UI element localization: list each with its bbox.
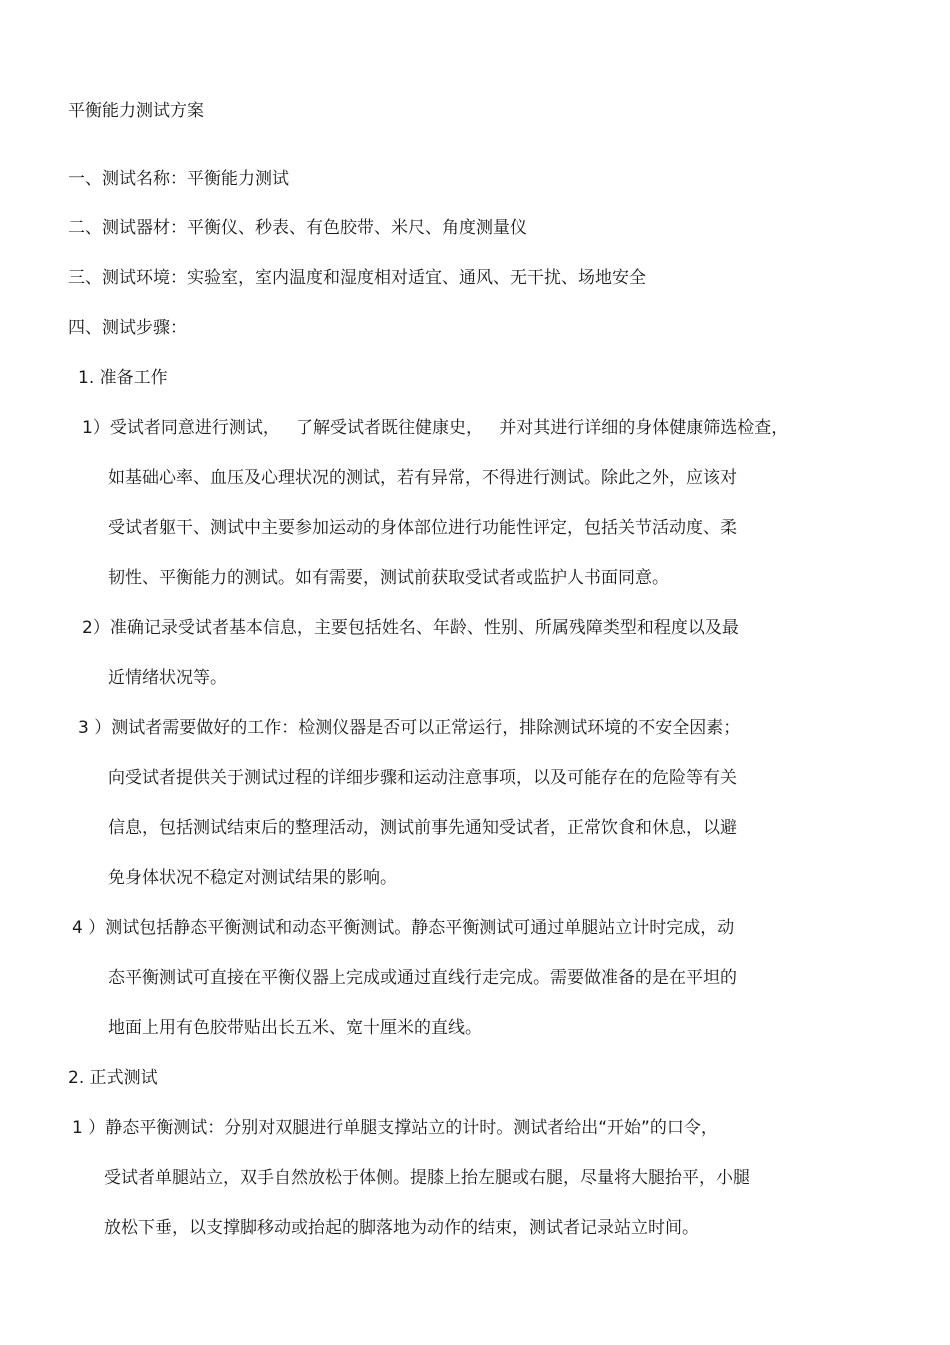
text-line: 受试者躯干、测试中主要参加运动的身体部位进行功能性评定，包括关节活动度、柔 xyxy=(108,518,737,538)
text-line: 1. 准备工作 xyxy=(78,368,168,388)
text-line: 3 ）测试者需要做好的工作：检测仪器是否可以正常运行，排除测试环境的不安全因素； xyxy=(78,718,741,738)
text-line: 地面上用有色胶带贴出长五米、宽十厘米的直线。 xyxy=(108,1018,482,1038)
text-line: 四、测试步骤： xyxy=(68,318,187,338)
document-title: 平衡能力测试方案 xyxy=(68,101,204,121)
text-line: 近情绪状况等。 xyxy=(108,668,227,688)
text-line: 1 ）静态平衡测试：分别对双腿进行单腿支撑站立的计时。测试者给出“开始”的口令， xyxy=(72,1118,718,1138)
text-line: 二、测试器材：平衡仪、秒表、有色胶带、米尺、角度测量仪 xyxy=(68,218,527,238)
text-line: 受试者单腿站立，双手自然放松于体侧。提膝上抬左腿或右腿，尽量将大腿抬平，小腿 xyxy=(104,1168,750,1188)
text-line: 放松下垂，以支撑脚移动或抬起的脚落地为动作的结束，测试者记录站立时间。 xyxy=(104,1218,699,1238)
text-line: 信息，包括测试结束后的整理活动，测试前事先通知受试者，正常饮食和休息，以避 xyxy=(108,818,737,838)
text-line: 1）受试者同意进行测试， 了解受试者既往健康史， 并对其进行详细的身体健康筛选检查， xyxy=(82,418,789,438)
text-line: 韧性、平衡能力的测试。如有需要，测试前获取受试者或监护人书面同意。 xyxy=(108,568,669,588)
text-line: 2）准确记录受试者基本信息，主要包括姓名、年龄、性别、所属残障类型和程度以及最 xyxy=(82,618,739,638)
text-line: 三、测试环境：实验室，室内温度和湿度相对适宜、通风、无干扰、场地安全 xyxy=(68,268,646,288)
text-line: 免身体状况不稳定对测试结果的影响。 xyxy=(108,868,397,888)
text-line: 向受试者提供关于测试过程的详细步骤和运动注意事项，以及可能存在的危险等有关 xyxy=(108,768,737,788)
text-line: 一、测试名称：平衡能力测试 xyxy=(68,169,289,189)
text-line: 2. 正式测试 xyxy=(68,1068,158,1088)
text-line: 4 ）测试包括静态平衡测试和动态平衡测试。静态平衡测试可通过单腿站立计时完成，动 xyxy=(72,918,735,938)
text-line: 如基础心率、血压及心理状况的测试，若有异常，不得进行测试。除此之外，应该对 xyxy=(108,468,737,488)
text-line: 态平衡测试可直接在平衡仪器上完成或通过直线行走完成。需要做准备的是在平坦的 xyxy=(108,968,737,988)
